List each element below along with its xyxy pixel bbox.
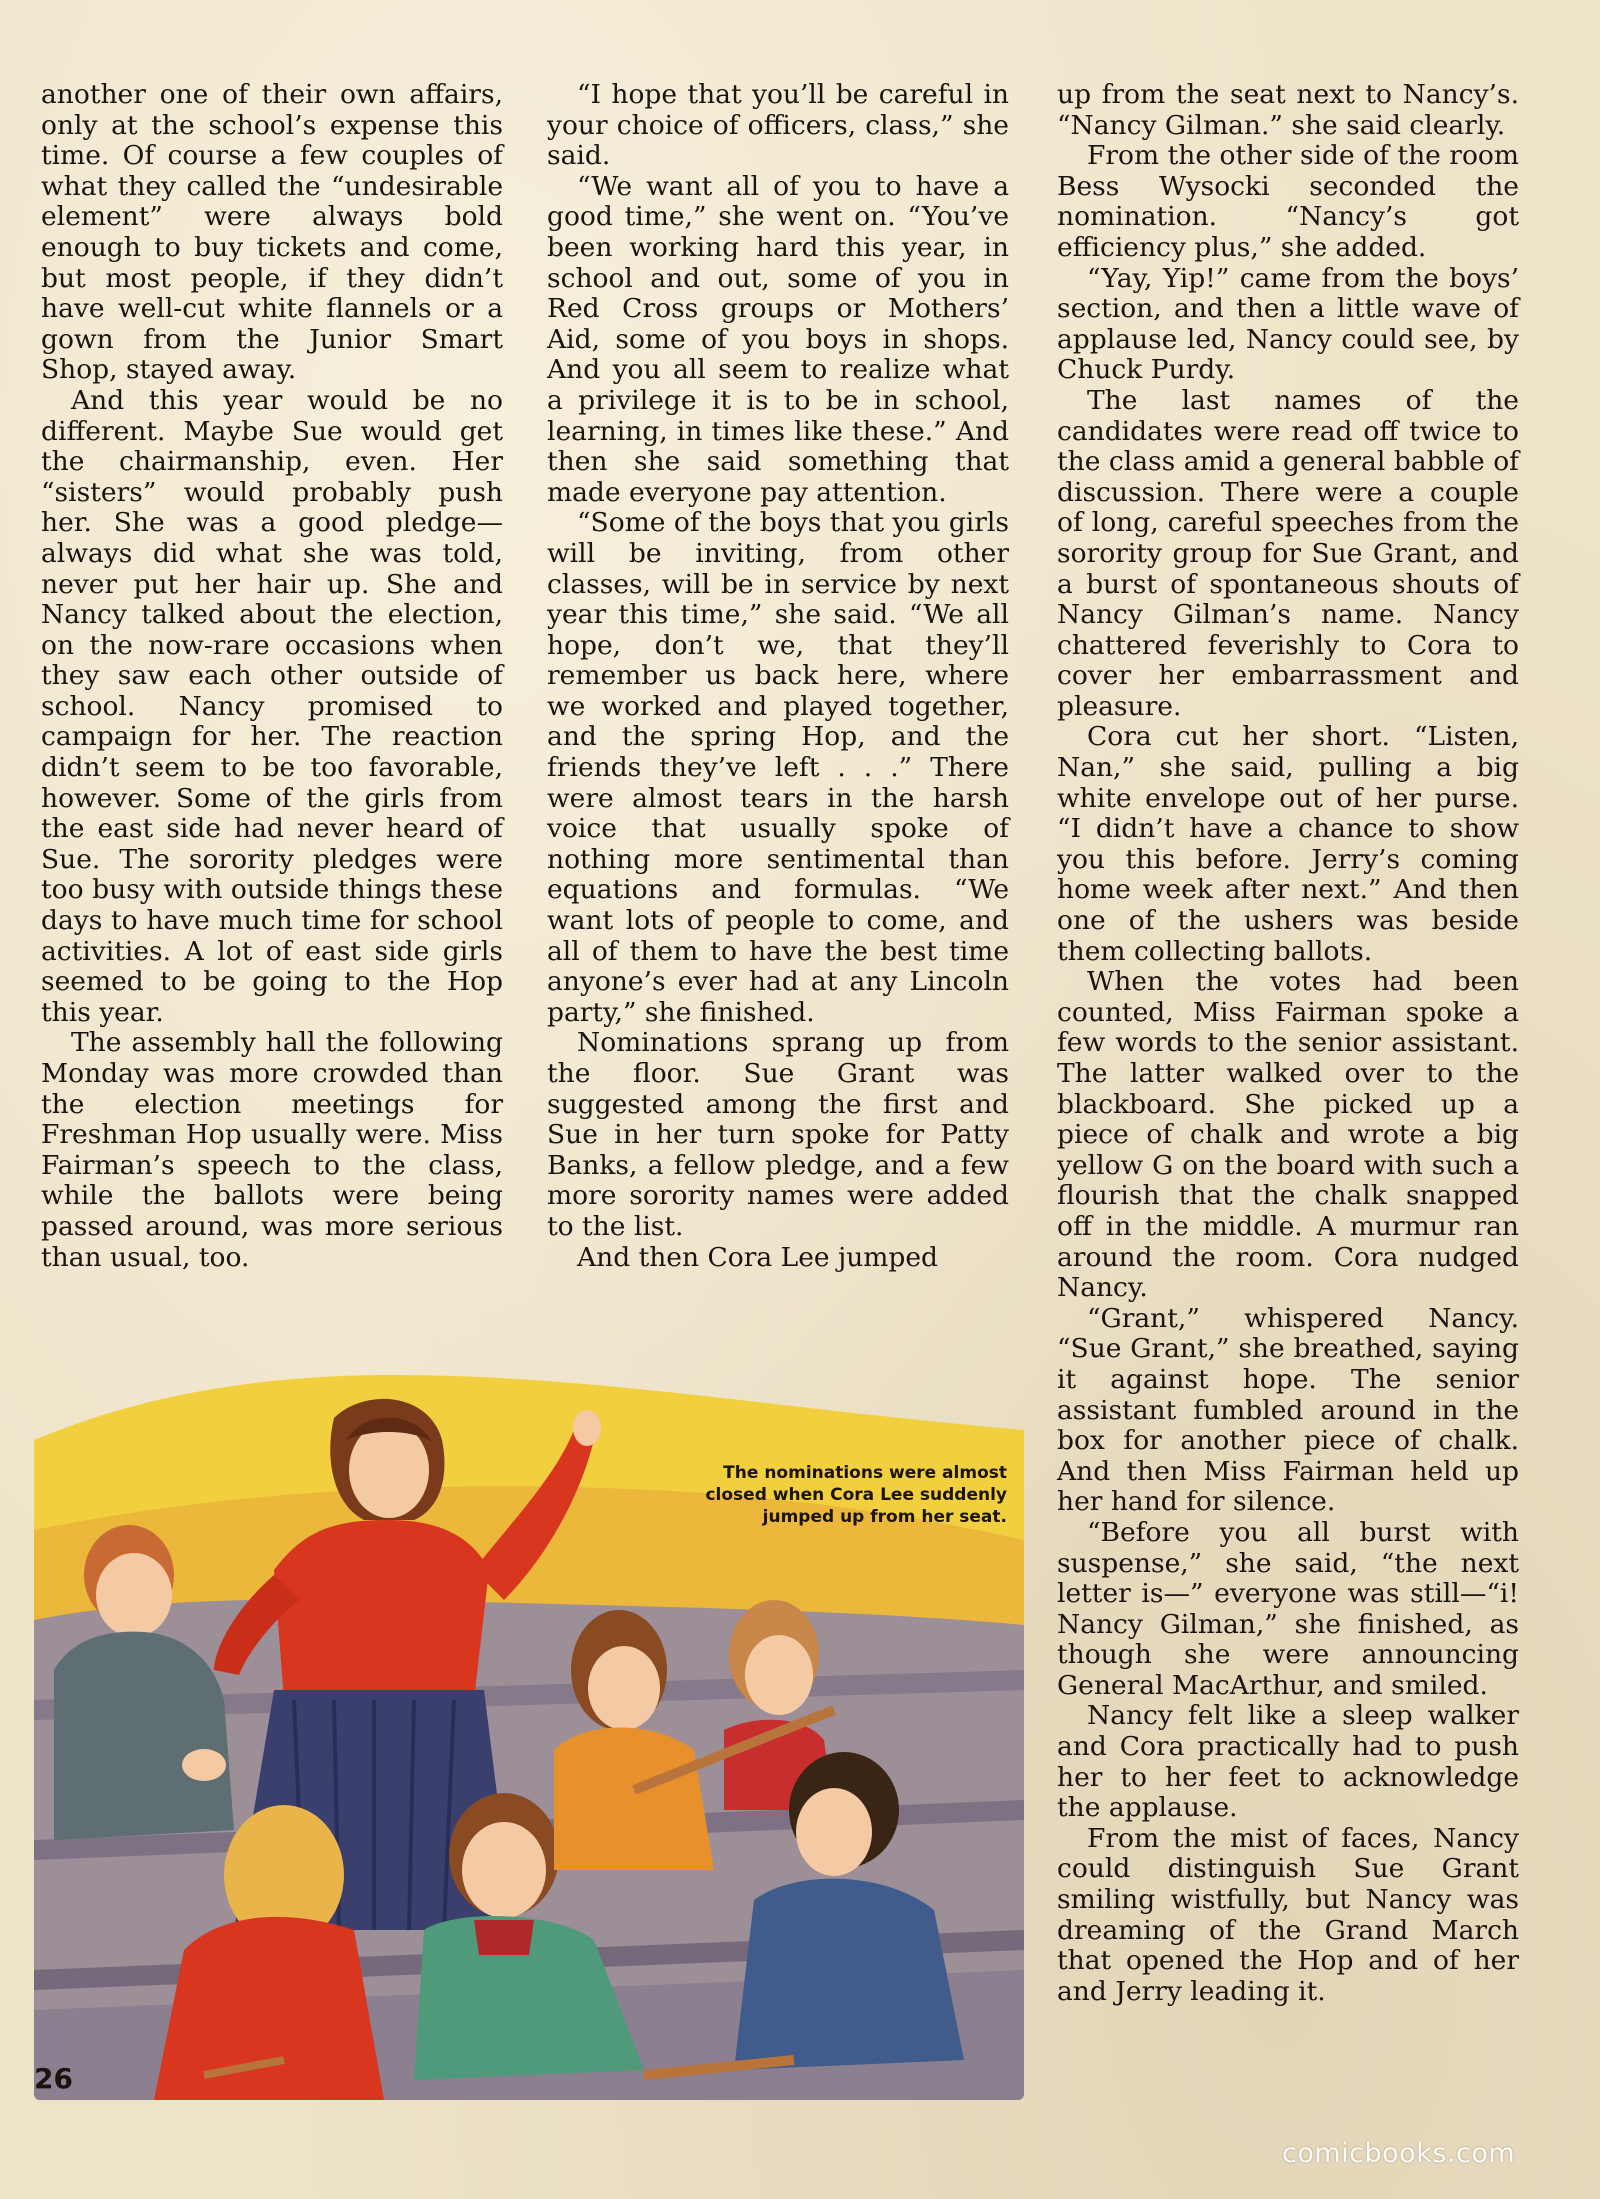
watermark-text: comicbooks.com xyxy=(1282,2138,1516,2169)
paragraph: Nancy felt like a sleep walker and Cora practically had to push her to her feet to acknowledge the applause. xyxy=(1057,1700,1519,1824)
paragraph: From the mist of faces, Nancy could distinguish Sue Grant smiling wistfully, but Nancy was dreaming of the Grand March that opened the Hop and of her and Jerry leading it. xyxy=(1057,1822,1519,2007)
text-column-3 xyxy=(1057,80,1519,2007)
paragraph: When the votes had been counted, Miss Fairman spoke a few words to the senior assistant. The latter walked over to the blackboard. She picked up a piece of chalk and wrote a big yellow G on the board with such a flourish that the chalk snapped off in the middle. A murmur ran around the room. Cora nudged Nancy. xyxy=(1057,966,1519,1304)
paragraph: From the other side of the room Bess Wysocki seconded the nomination. “Nancy’s got efficiency plus,” she added. xyxy=(1057,140,1519,263)
paragraph: And this year would be no different. Maybe Sue would get the chairmanship, even. Her “sisters” would probably push her. She was a good pledge—always did what she was told, never put her hair up. She and Nancy talked about the election, on the now-rare occasions when they saw each other outside of school. Nancy promised to campaign for her. The reaction didn’t seem to be too favorable, however. Some of the girls from the east side had never heard of Sue. The sorority pledges were too busy with outside things these days to have much time for school activities. A lot of east side girls seemed to be going to the Hop this year. xyxy=(41,384,503,1028)
paragraph: “We want all of you to have a good time,” she went on. “You’ve been working hard this year, in school and out, some of you in Red Cross groups or Mothers’ Aid, some of you boys in shops. And you all seem to realize what a privilege it is to be in school, learning, in times like these.” And then she said something that made everyone pay attention. xyxy=(547,170,1009,508)
paragraph: another one of their own affairs, only at the school’s expense this time. Of course a few couples of what they called the “undesirable element” were always bold enough to buy tickets and come, but most people, if they didn’t have well-cut white flannels or a gown from the Junior Smart Shop, stayed away. xyxy=(41,79,503,386)
text-column-1 xyxy=(41,80,503,1273)
text-column-2 xyxy=(547,80,1009,1273)
paragraph: “I hope that you’ll be careful in your choice of officers, class,” she said. xyxy=(547,79,1009,172)
paragraph: Nominations sprang up from the floor. Sue Grant was suggested among the first and Sue in her turn spoke for Patty Banks, a fellow pledge, and a few more sorority names were added to the list. xyxy=(547,1027,1009,1242)
paragraph: The last names of the candidates were read off twice to the class amid a general babble of discussion. There were a couple of long, careful speeches from the sorority group for Sue Grant, and a burst of spontaneous shouts of Nancy Gilman’s name. Nancy chattered feverishly to Cora to cover her embarrassment and pleasure. xyxy=(1057,384,1519,722)
paragraph: “Some of the boys that you girls will be inviting, from other classes, will be in service by next year this time,” she said. “We all hope, don’t we, that they’ll remember us back here, where we worked and played together, and the spring Hop, and the friends they’ve left . . .” There were almost tears in the harsh voice that usually spoke of nothing more sentimental than equations and formulas. “We want lots of people to come, and all of them to have the best time anyone’s ever had at any Lincoln party,” she finished. xyxy=(547,507,1009,1028)
illustration-caption: The nominations were almost closed when Cora Lee suddenly jumped up from her seat. xyxy=(705,1463,1007,1527)
paragraph: “Yay, Yip!” came from the boys’ section, and then a little wave of applause led, Nancy could see, by Chuck Purdy. xyxy=(1057,262,1519,386)
paragraph: up from the seat next to Nancy’s. “Nancy Gilman.” she said clearly. xyxy=(1057,79,1519,141)
page-number: 26 xyxy=(34,2062,73,2095)
paragraph: And then Cora Lee jumped xyxy=(577,1241,939,1273)
paragraph: The assembly hall the following Monday was more crowded than the election meetings for Freshman Hop usually were. Miss Fairman’s speech to the class, while the ballots were being passed around, was more serious than usual, too. xyxy=(41,1027,503,1273)
paragraph: Cora cut her short. “Listen, Nan,” she said, pulling a big white envelope out of her purse. “I didn’t have a chance to show you this before. Jerry’s coming home week after next.” And then one of the ushers was beside them collecting ballots. xyxy=(1057,721,1519,967)
paragraph: “Grant,” whispered Nancy. “Sue Grant,” she breathed, saying it against hope. The senior assistant fumbled around in the box for another piece of chalk. And then Miss Fairman held up her hand for silence. xyxy=(1057,1302,1519,1518)
paragraph: “Before you all burst with suspense,” she said, “the next letter is—” everyone was still—“i! Nancy Gilman,” she finished, as though she were announcing General MacArthur, and smiled. xyxy=(1057,1516,1519,1701)
